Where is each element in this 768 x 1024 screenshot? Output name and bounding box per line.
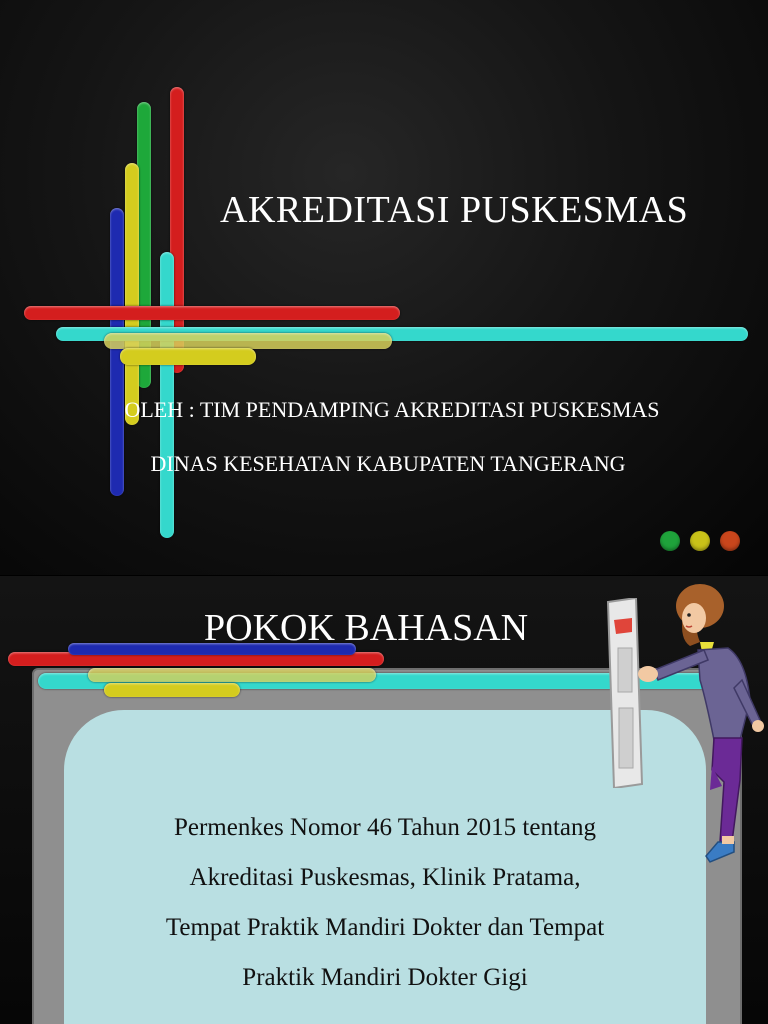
light-yellow-horizontal-bar (88, 668, 376, 682)
yellow-horizontal-bar (120, 348, 256, 365)
content-slide (0, 576, 768, 1024)
yellow-vertical-bar (125, 163, 139, 425)
slide-title: AKREDITASI PUSKESMAS (220, 189, 689, 231)
woman-pushing-door-icon (628, 580, 768, 880)
yellow-indicator-dot (690, 531, 710, 551)
organization-line: DINAS KESEHATAN KABUPATEN TANGERANG (150, 451, 626, 476)
cyan-vertical-bar (160, 252, 174, 538)
body-line-4: Praktik Mandiri Dokter Gigi (242, 964, 528, 991)
orange-indicator-dot (720, 531, 740, 551)
green-indicator-dot (660, 531, 680, 551)
yellow-horizontal-bar (104, 683, 240, 697)
slide-title: POKOK BAHASAN (204, 607, 529, 649)
body-line-3: Tempat Praktik Mandiri Dokter dan Tempat (165, 914, 605, 941)
presenter-line: OLEH : TIM PENDAMPING AKREDITASI PUSKESMAS (124, 397, 660, 422)
body-line-2: Akreditasi Puskesmas, Klinik Pratama, (189, 864, 581, 891)
light-yellow-horizontal-bar (104, 333, 392, 349)
red-horizontal-bar (24, 306, 400, 320)
body-line-1: Permenkes Nomor 46 Tahun 2015 tentang (173, 814, 597, 841)
